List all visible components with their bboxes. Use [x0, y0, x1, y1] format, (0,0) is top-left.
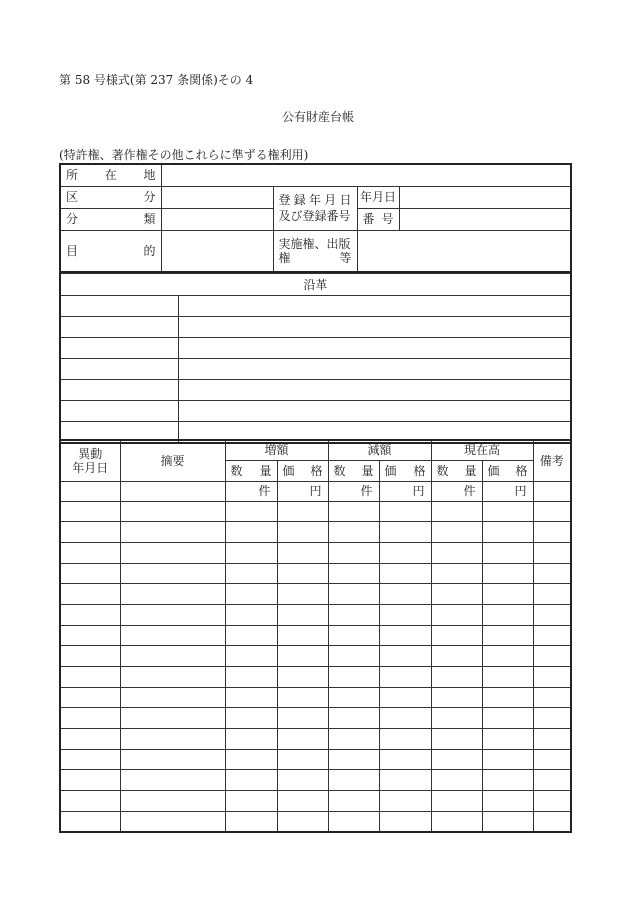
remarks-cell[interactable] — [533, 542, 571, 563]
decrease-qty-cell[interactable] — [328, 542, 379, 563]
decrease-price-cell[interactable] — [379, 542, 431, 563]
quantity-header: 数 量 — [431, 460, 482, 481]
increase-header: 増額 — [225, 440, 328, 460]
summary-cell[interactable] — [120, 563, 225, 584]
increase-price-cell[interactable] — [277, 770, 328, 791]
remarks-cell[interactable] — [533, 584, 571, 605]
current-price-cell[interactable] — [482, 770, 533, 791]
remarks-cell[interactable] — [533, 770, 571, 791]
remarks-cell[interactable] — [533, 811, 571, 832]
decrease-qty-cell[interactable] — [328, 584, 379, 605]
current-price-cell[interactable] — [482, 791, 533, 812]
decrease-qty-cell[interactable] — [328, 791, 379, 812]
increase-qty-cell[interactable] — [225, 522, 277, 543]
location-field[interactable] — [161, 164, 571, 186]
decrease-qty-cell[interactable] — [328, 625, 379, 646]
increase-qty-cell[interactable] — [225, 729, 277, 750]
purpose-label: 目 的 — [60, 230, 161, 272]
quantity-header: 数 量 — [328, 460, 379, 481]
history-text-cell[interactable] — [178, 317, 571, 338]
registration-date-field[interactable] — [399, 186, 571, 208]
current-qty-cell[interactable] — [431, 791, 482, 812]
increase-price-cell[interactable] — [277, 749, 328, 770]
summary-cell[interactable] — [120, 481, 225, 501]
decrease-qty-cell[interactable] — [328, 770, 379, 791]
movement-date-cell[interactable] — [60, 542, 120, 563]
decrease-price-cell[interactable] — [379, 687, 431, 708]
history-text-cell[interactable] — [178, 338, 571, 359]
increase-price-cell[interactable] — [277, 729, 328, 750]
movement-date-cell[interactable] — [60, 522, 120, 543]
summary-cell[interactable] — [120, 708, 225, 729]
decrease-qty-cell[interactable] — [328, 749, 379, 770]
movement-row — [60, 501, 571, 522]
movement-date-header: 異動 年月日 — [60, 440, 120, 481]
decrease-qty-cell[interactable] — [328, 646, 379, 667]
remarks-cell[interactable] — [533, 501, 571, 522]
remarks-cell[interactable] — [533, 791, 571, 812]
remarks-cell[interactable] — [533, 625, 571, 646]
decrease-qty-cell[interactable] — [328, 687, 379, 708]
history-date-cell[interactable] — [60, 338, 178, 359]
history-date-cell[interactable] — [60, 359, 178, 380]
current-qty-cell[interactable] — [431, 811, 482, 832]
decrease-price-cell[interactable] — [379, 749, 431, 770]
remarks-cell[interactable] — [533, 522, 571, 543]
remarks-cell[interactable] — [533, 604, 571, 625]
increase-qty-cell[interactable] — [225, 708, 277, 729]
unit-count-label: 件 — [328, 481, 379, 501]
increase-qty-cell[interactable] — [225, 542, 277, 563]
increase-qty-cell[interactable] — [225, 563, 277, 584]
current-price-cell[interactable] — [482, 625, 533, 646]
movement-date-cell[interactable] — [60, 646, 120, 667]
movement-date-cell[interactable] — [60, 667, 120, 688]
number-label: 番 号 — [357, 208, 399, 230]
increase-price-cell[interactable] — [277, 522, 328, 543]
movement-date-cell[interactable] — [60, 563, 120, 584]
remarks-header: 備考 — [533, 440, 571, 481]
movement-row — [60, 667, 571, 688]
decrease-qty-cell[interactable] — [328, 729, 379, 750]
increase-price-cell[interactable] — [277, 791, 328, 812]
summary-cell[interactable] — [120, 667, 225, 688]
unit-yen-label: 円 — [277, 481, 328, 501]
decrease-qty-cell[interactable] — [328, 501, 379, 522]
remarks-cell[interactable] — [533, 563, 571, 584]
summary-cell[interactable] — [120, 625, 225, 646]
movement-date-cell[interactable] — [60, 708, 120, 729]
registration-number-field[interactable] — [399, 208, 571, 230]
increase-qty-cell[interactable] — [225, 646, 277, 667]
decrease-price-cell[interactable] — [379, 584, 431, 605]
increase-qty-cell[interactable] — [225, 501, 277, 522]
movement-row — [60, 749, 571, 770]
summary-cell[interactable] — [120, 542, 225, 563]
increase-qty-cell[interactable] — [225, 584, 277, 605]
current-qty-cell[interactable] — [431, 687, 482, 708]
decrease-price-cell[interactable] — [379, 791, 431, 812]
form-number: 第 58 号様式(第 237 条関係)その 4 — [59, 73, 254, 87]
increase-price-cell[interactable] — [277, 501, 328, 522]
remarks-cell[interactable] — [533, 729, 571, 750]
price-header: 価 格 — [277, 460, 328, 481]
current-qty-cell[interactable] — [431, 522, 482, 543]
movement-row — [60, 563, 571, 584]
movement-date-cell[interactable] — [60, 811, 120, 832]
movement-row — [60, 625, 571, 646]
current-price-cell[interactable] — [482, 563, 533, 584]
summary-cell[interactable] — [120, 749, 225, 770]
current-qty-cell[interactable] — [431, 646, 482, 667]
increase-qty-cell[interactable] — [225, 791, 277, 812]
history-text-cell[interactable] — [178, 401, 571, 422]
quantity-header: 数 量 — [225, 460, 277, 481]
movement-row — [60, 522, 571, 543]
increase-price-cell[interactable] — [277, 646, 328, 667]
decrease-qty-cell[interactable] — [328, 811, 379, 832]
summary-cell[interactable] — [120, 687, 225, 708]
history-text-cell[interactable] — [178, 359, 571, 380]
classification-field[interactable] — [161, 208, 273, 230]
increase-price-cell[interactable] — [277, 584, 328, 605]
decrease-price-cell[interactable] — [379, 811, 431, 832]
decrease-price-cell[interactable] — [379, 770, 431, 791]
decrease-price-cell[interactable] — [379, 563, 431, 584]
history-table — [59, 273, 572, 444]
movement-date-cell[interactable] — [60, 604, 120, 625]
movement-row — [60, 770, 571, 791]
decrease-qty-cell[interactable] — [328, 604, 379, 625]
decrease-price-cell[interactable] — [379, 625, 431, 646]
location-label: 所 在 地 — [60, 164, 161, 186]
current-qty-cell[interactable] — [431, 501, 482, 522]
remarks-cell[interactable] — [533, 481, 571, 501]
current-qty-cell[interactable] — [431, 729, 482, 750]
summary-cell[interactable] — [120, 791, 225, 812]
license-label: 実施権、出版 権 等 — [273, 230, 357, 272]
movement-row — [60, 811, 571, 832]
decrease-price-cell[interactable] — [379, 729, 431, 750]
current-price-cell[interactable] — [482, 687, 533, 708]
remarks-cell[interactable] — [533, 667, 571, 688]
unit-yen-label: 円 — [379, 481, 431, 501]
history-text-cell[interactable] — [178, 296, 571, 317]
movement-row — [60, 791, 571, 812]
increase-qty-cell[interactable] — [225, 687, 277, 708]
movement-date-cell[interactable] — [60, 501, 120, 522]
current-qty-cell[interactable] — [431, 563, 482, 584]
current-qty-cell[interactable] — [431, 584, 482, 605]
increase-price-cell[interactable] — [277, 542, 328, 563]
registration-label: 登 録 年 月 日 及び登録番号 — [273, 186, 357, 230]
decrease-price-cell[interactable] — [379, 522, 431, 543]
increase-price-cell[interactable] — [277, 563, 328, 584]
history-date-cell[interactable] — [60, 317, 178, 338]
increase-price-cell[interactable] — [277, 625, 328, 646]
current-qty-cell[interactable] — [431, 542, 482, 563]
price-header: 価 格 — [482, 460, 533, 481]
remarks-cell[interactable] — [533, 749, 571, 770]
history-date-cell[interactable] — [60, 296, 178, 317]
remarks-cell[interactable] — [533, 646, 571, 667]
classification-label: 分 類 — [60, 208, 161, 230]
decrease-header: 減額 — [328, 440, 431, 460]
summary-cell[interactable] — [120, 501, 225, 522]
purpose-field[interactable] — [161, 230, 273, 272]
decrease-qty-cell[interactable] — [328, 563, 379, 584]
summary-cell[interactable] — [120, 646, 225, 667]
remarks-cell[interactable] — [533, 687, 571, 708]
movement-date-cell[interactable] — [60, 481, 120, 501]
decrease-price-cell[interactable] — [379, 501, 431, 522]
movement-row — [60, 646, 571, 667]
current-qty-cell[interactable] — [431, 770, 482, 791]
summary-cell[interactable] — [120, 604, 225, 625]
unit-count-label: 件 — [225, 481, 277, 501]
asset-info-table — [59, 163, 572, 273]
decrease-price-cell[interactable] — [379, 604, 431, 625]
unit-yen-label: 円 — [482, 481, 533, 501]
date-label: 年月日 — [357, 186, 399, 208]
current-price-cell[interactable] — [482, 522, 533, 543]
increase-qty-cell[interactable] — [225, 604, 277, 625]
decrease-price-cell[interactable] — [379, 646, 431, 667]
category-label: 区 分 — [60, 186, 161, 208]
decrease-price-cell[interactable] — [379, 667, 431, 688]
movement-row — [60, 708, 571, 729]
increase-price-cell[interactable] — [277, 811, 328, 832]
summary-cell[interactable] — [120, 729, 225, 750]
movement-table — [59, 439, 572, 833]
movement-date-cell[interactable] — [60, 729, 120, 750]
movement-row — [60, 729, 571, 750]
price-header: 価 格 — [379, 460, 431, 481]
current-price-cell[interactable] — [482, 729, 533, 750]
increase-qty-cell[interactable] — [225, 667, 277, 688]
movement-date-cell[interactable] — [60, 791, 120, 812]
increase-price-cell[interactable] — [277, 687, 328, 708]
decrease-qty-cell[interactable] — [328, 708, 379, 729]
history-title: 沿革 — [60, 274, 571, 296]
current-price-cell[interactable] — [482, 604, 533, 625]
current-price-cell[interactable] — [482, 584, 533, 605]
movement-date-cell[interactable] — [60, 584, 120, 605]
current-qty-cell[interactable] — [431, 667, 482, 688]
increase-price-cell[interactable] — [277, 667, 328, 688]
decrease-qty-cell[interactable] — [328, 522, 379, 543]
increase-qty-cell[interactable] — [225, 749, 277, 770]
summary-cell[interactable] — [120, 522, 225, 543]
movement-date-cell[interactable] — [60, 749, 120, 770]
current-price-cell[interactable] — [482, 749, 533, 770]
current-price-cell[interactable] — [482, 708, 533, 729]
summary-cell[interactable] — [120, 770, 225, 791]
page-subtitle: (特許権、著作権その他これらに準ずる権利用) — [59, 148, 309, 162]
category-field[interactable] — [161, 186, 273, 208]
license-field[interactable] — [357, 230, 571, 272]
history-text-cell[interactable] — [178, 380, 571, 401]
history-date-cell[interactable] — [60, 401, 178, 422]
movement-date-cell[interactable] — [60, 687, 120, 708]
summary-header: 摘要 — [120, 440, 225, 481]
summary-cell[interactable] — [120, 811, 225, 832]
decrease-price-cell[interactable] — [379, 708, 431, 729]
movement-row — [60, 687, 571, 708]
unit-count-label: 件 — [431, 481, 482, 501]
increase-qty-cell[interactable] — [225, 770, 277, 791]
movement-row — [60, 542, 571, 563]
increase-price-cell[interactable] — [277, 708, 328, 729]
movement-date-cell[interactable] — [60, 770, 120, 791]
history-date-cell[interactable] — [60, 380, 178, 401]
increase-price-cell[interactable] — [277, 604, 328, 625]
remarks-cell[interactable] — [533, 708, 571, 729]
current-price-cell[interactable] — [482, 667, 533, 688]
current-qty-cell[interactable] — [431, 708, 482, 729]
current-price-cell[interactable] — [482, 542, 533, 563]
summary-cell[interactable] — [120, 584, 225, 605]
movement-row — [60, 604, 571, 625]
current-qty-cell[interactable] — [431, 625, 482, 646]
current-header: 現在高 — [431, 440, 533, 460]
page-title: 公有財産台帳 — [282, 110, 355, 124]
current-qty-cell[interactable] — [431, 604, 482, 625]
current-qty-cell[interactable] — [431, 749, 482, 770]
current-price-cell[interactable] — [482, 646, 533, 667]
increase-qty-cell[interactable] — [225, 625, 277, 646]
decrease-qty-cell[interactable] — [328, 667, 379, 688]
increase-qty-cell[interactable] — [225, 811, 277, 832]
current-price-cell[interactable] — [482, 501, 533, 522]
movement-row — [60, 584, 571, 605]
movement-date-cell[interactable] — [60, 625, 120, 646]
current-price-cell[interactable] — [482, 811, 533, 832]
